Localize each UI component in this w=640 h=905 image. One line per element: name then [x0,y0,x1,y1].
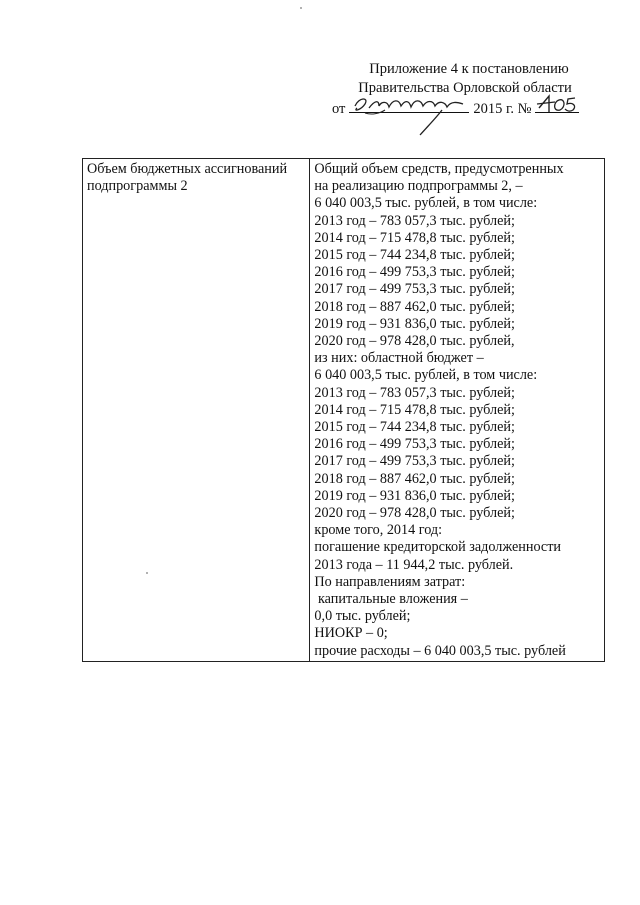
budget-label: Объем бюджетных ассигнований подпрограммы 2 [87,161,288,195]
detail-line: По направлениям затрат: [314,573,466,590]
detail-line: 2013 год – 783 057,3 тыс. рублей; [314,384,515,401]
appendix-header [300,60,600,119]
scan-speck [300,7,302,9]
detail-line: НИОКР – 0; [314,625,388,642]
detail-line: 2017 год – 499 753,3 тыс. рублей; [314,453,515,470]
detail-line: 2019 год – 931 836,0 тыс. рублей; [314,487,515,504]
detail-line: 6 040 003,5 тыс. рублей, в том числе: [314,367,538,384]
detail-line: 2018 год – 887 462,0 тыс. рублей; [314,470,515,487]
detail-line: из них: областной бюджет – [314,350,484,367]
detail-line: Общий объем средств, предусмотренных [314,161,564,177]
detail-line: 2016 год – 499 753,3 тыс. рублей; [314,436,515,453]
handwritten-number-field [535,98,579,113]
detail-line: 2020 год – 978 428,0 тыс. рублей, [314,333,515,350]
appendix-authority: Правительства Орловской области [358,80,572,96]
budget-label-cell [83,159,310,662]
detail-line: 2019 год – 931 836,0 тыс. рублей; [314,315,515,332]
detail-line: 2015 год – 744 234,8 тыс. рублей; [314,247,515,264]
detail-line: на реализацию подпрограммы 2, – [314,178,523,195]
detail-line: 2016 год – 499 753,3 тыс. рублей; [314,264,515,281]
detail-line: 2017 год – 499 753,3 тыс. рублей; [314,281,515,298]
signature-tail-stroke [418,108,458,138]
budget-table [82,158,605,662]
detail-line: погашение кредиторской задолженности [314,539,562,556]
detail-line: 2018 год – 887 462,0 тыс. рублей; [314,298,515,315]
detail-line: 6 040 003,5 тыс. рублей, в том числе: [314,195,538,212]
handwritten-number-signature [535,92,579,116]
detail-line: прочие расходы – 6 040 003,5 тыс. рублей [314,642,566,659]
year-and-number-label: 2015 г. № [473,101,532,117]
detail-line: 2014 год – 715 478,8 тыс. рублей; [314,401,515,418]
detail-line: 2015 год – 744 234,8 тыс. рублей; [314,419,515,436]
detail-line: 2013 года – 11 944,2 тыс. рублей. [314,556,514,573]
detail-line: кроме того, 2014 год: [314,522,443,539]
table-row [83,159,605,662]
detail-line: 2013 год – 783 057,3 тыс. рублей; [314,212,515,229]
detail-line: 2020 год – 978 428,0 тыс. рублей; [314,505,515,522]
detail-line: 0,0 тыс. рублей; [314,608,411,625]
detail-line: капитальные вложения – [314,591,468,608]
detail-line: 2014 год – 715 478,8 тыс. рублей; [314,229,515,246]
appendix-title: Приложение 4 к постановлению [369,61,569,77]
date-prefix: от [332,101,346,117]
budget-details-cell [310,159,605,662]
